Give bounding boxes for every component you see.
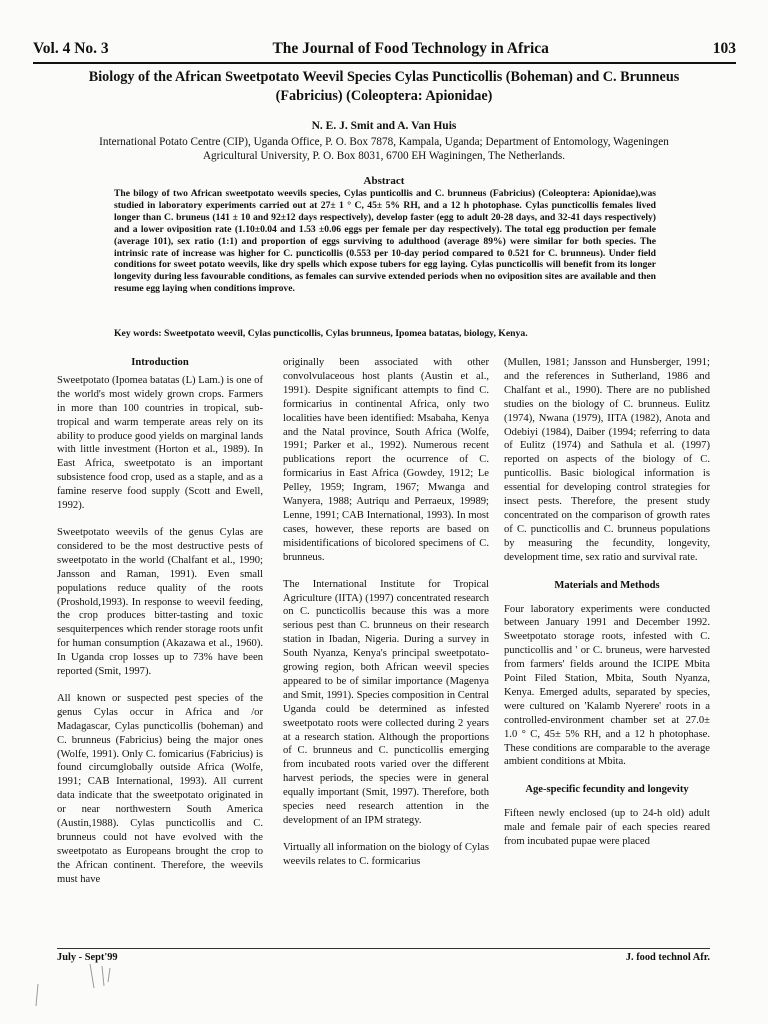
header-rule bbox=[33, 62, 736, 64]
column-2 bbox=[283, 356, 489, 882]
title-line-2: (Fabricius) (Coleoptera: Apionidae) bbox=[275, 88, 493, 104]
section-heading-introduction: Introduction bbox=[131, 357, 189, 368]
paragraph: Virtually all information on the biology of Cylas weevils relates to C. formicarius bbox=[283, 841, 489, 867]
footer-rule bbox=[57, 948, 710, 949]
affiliation-line-2: Agricultural University, P. O. Box 8031, 6700 EH Waginingen, The Netherlands. bbox=[202, 150, 566, 162]
paragraph: (Mullen, 1981; Jansson and Hunsberger, 1991; and the references in Sutherland, 1986 and Chalfant et al., 1990). There are no published studies on the biology of C. brunneus. Eulitz (1974), Nwana (1979), IITA (1982), Anota and Odebiyi (1984), Daiber (1994; referring to data of Eulitz (1974) and Sathula et al. (1997) reported on aspects of the biology of C. punticollis. Basic biological information is essential for developing control strategies for insect pests. Therefore, the present study concentrated on the comparison of growth rates of C. puncticollis and C. brunneus populations by measuring the fecundity, longevity, development time, sex ratio and survival rate. bbox=[504, 357, 710, 563]
page-number: 103 bbox=[712, 40, 736, 57]
paragraph: Fifteen newly enclosed (up to 24-h old) adult male and female pair of each species reared from incubated pupae were placed bbox=[504, 808, 710, 848]
paragraph: originally been associated with other convolvulaceous host plants (Austin et al., 1991). Despite significant attempts to find C. formicarius in continental Africa, only two localities have been identified: Msabaha, Kenya and the Natal province, South Africa (Wolfe, 1991; Parker et al., 1992). Numerous recent publications report the ocurrence of C. formicarius in East Africa (Gowdey, 1912; Le Pelley, 1959; Ingram, 1967; Mwanga and Wanyera, 1988; Autriqu and Perraeux, 19989; Lenne, 1991; CAB International, 1993). In most cases, however, these reports are based on misidentifications of bicolored specimens of C. brunneus. bbox=[283, 357, 489, 563]
running-footer bbox=[57, 952, 710, 963]
paragraph: Four laboratory experiments were conducted between January 1991 and December 1992. Sweetpotato storage roots, infested with C. puncticollis and ' or C. bruneus, were harvested from farmers' fields around the ICIPE Mbita Point Filed Station, Mbita, South Nyanza, Kenya. Emerged adults, separated by species, were cultured on 'Kalamb Nyerere' roots in a controlled-environment chamber set at 27.0± 1.0 ° C, 45± 5% RH, and a 12 h photophase. These conditions are comparable to the average ambient conditions at Mbita. bbox=[504, 603, 710, 768]
paragraph: Sweetpotato weevils of the genus Cylas are considered to be the most destructive pests of sweetpotato in the world (Chalfant et al., 1990; Jansson and Raman, 1991). Even small populations reduce quality of the roots (Proshold,1993). In response to weevil feeding, the crop produces bitter-tasting and toxic sesquiterpences which render storage roots unfit for human consumption (Akazawa et al., 1960). In Uganda crop losses up to 73% have been reported (Smit, 1997). bbox=[57, 526, 263, 678]
title-line-1: Biology of the African Sweetpotato Weevil Species Cylas Puncticollis (Boheman) and C. Brunneus bbox=[88, 69, 680, 85]
column-3 bbox=[504, 356, 710, 862]
issue-date: July - Sept'99 bbox=[57, 952, 118, 963]
journal-abbreviation: J. food technol Afr. bbox=[625, 952, 710, 963]
volume-label: Vol. 4 No. 3 bbox=[33, 40, 109, 57]
abstract-text: The bilogy of two African sweetpotato weevils species, Cylas punticollis and C. brunneus (Fabricius) (Coleoptera: Apionidae),was studied in laboratory experiments carried out at 27± 1 ° C, 45± 5% RH, and a 12 h photophase. Cylas puncticollis females lived longer than C. bruneus (141 ± 10 and 92±12 days respectively), develop faster (egg to adult 20-28 days, and 32-41 days respectively) and a lower oviposition rate (1.10±0.04 and 1.53 ±0.06 eggs per female per day respectively). The total egg production per female (average 101), sex ratio (1:1) and proportion of eggs surviving to adulthood (average 89%) were similar for both species. The intrinsic rate of increase was higher for C. puncticollis (0.553 per 10-day period compared to 0.521 for C. brunneus). Under field conditions for sweet potato weevils, like dry spells which expose tubers for egg laying. Cylas puncticollis will benefit from its longer longevity during less favourable conditions, as females can survive extended periods when no oviposition sites are available and then resume egg laying when conditions improve. bbox=[114, 188, 656, 295]
scan-artifact-marks bbox=[28, 960, 128, 1020]
paragraph: All known or suspected pest species of the genus Cylas occur in Africa and /or Madagascar, Cylas puncticollis (boheman) and C. brunneus (Fabricius) being the major ones (Wolfe, 1991). Only C. fomicarius (Fabricius) is found circumglobally outside Africa (Wolfe, 1991; CAB International, 1993). All current data indicate that the sweetpotato originated in or near northwestern South America (Austin,1988). Cylas puncticollis and C. brunneus could not have evolved with the sweetpotato as Europeans brought the crop to the African continent. Therefore, the weevils must have bbox=[57, 692, 263, 885]
authors: N. E. J. Smit and A. Van Huis bbox=[311, 120, 457, 132]
affiliation bbox=[40, 135, 728, 163]
section-heading-materials-methods: Materials and Methods bbox=[554, 579, 660, 591]
journal-name: The Journal of Food Technology in Africa bbox=[272, 40, 549, 57]
paragraph: Sweetpotato (Ipomea batatas (L) Lam.) is one of the world's most widely grown crops. Farmers in more than 100 countries in tropical, sub-tropical and warm temperate areas rely on its ability to produce good yields on marginal lands with little investment (Horton et al., 1989). In East Africa, sweetpotato is an important subsistence food crop, used as a staple, and as a famine reserve food supply (Scott and Ewell, 1992). bbox=[57, 374, 263, 512]
column-1 bbox=[57, 356, 263, 900]
subsection-heading-fecundity: Age-specific fecundity and longevity bbox=[525, 784, 689, 796]
affiliation-line-1: International Potato Centre (CIP), Uganda Office, P. O. Box 7878, Kampala, Uganda; Department of Entomology, Wageningen bbox=[99, 136, 669, 148]
paragraph: The International Institute for Tropical Agriculture (IITA) (1997) concentrated research on C. puncticollis because this was a more serious pest than C. brunneus on their research station in Ibadan, Nigeria. During a survey in South Nyanza, Kenya's principal sweetpotato-growing region, both African weevil species appeared to be of similar importance (Magenya and Smit, 1991). Species composition in Central Uganda could be determined as infested sweetpotato roots were collected during 2 years at a research station. Although the proportions of C. brunneus and C. puncticollis emerging from incubated roots varied over the different harvest periods, the species were in general equally important (Smit, 1997). Therefore, both species need research attention in the development of an IPM strategy. bbox=[283, 578, 489, 826]
article-title bbox=[50, 68, 718, 106]
abstract-heading: Abstract bbox=[363, 175, 405, 187]
running-header bbox=[33, 40, 736, 58]
keywords: Key words: Sweetpotato weevil, Cylas puncticollis, Cylas brunneus, Ipomea batatas, biology, Kenya. bbox=[114, 328, 528, 339]
